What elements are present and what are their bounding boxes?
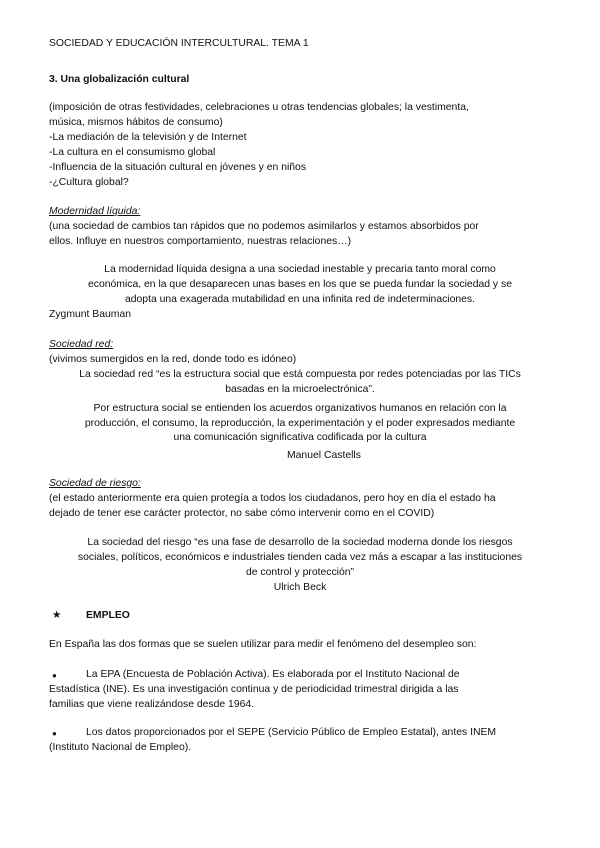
section-intro-line: música, mismos hábitos de consumo) — [49, 117, 223, 128]
subsection-heading: Sociedad red: — [49, 339, 114, 350]
quote-line: económica, en la que desaparecen unas bases en los que se pueda fundar la sociedad y se — [87, 279, 512, 290]
subsection-desc-line: (vivimos sumergidos en la red, donde todo es idóneo) — [49, 354, 297, 365]
quote-line: de control y protección” — [245, 567, 354, 578]
list-item: -Influencia de la situación cultural en jóvenes y en niños — [49, 162, 307, 173]
subsection-heading: Modernidad líquida: — [49, 206, 141, 217]
quote-line: una comunicación significativa codificada por la cultura — [173, 432, 427, 443]
list-item-line: Los datos proporcionados por el SEPE (Servicio Público de Empleo Estatal), antes INEM — [86, 727, 497, 738]
section-heading: EMPLEO — [86, 610, 130, 621]
section-heading: 3. Una globalización cultural — [49, 74, 190, 85]
quote-author: Zygmunt Bauman — [49, 309, 132, 320]
quote-line: sociales, políticos, económicos e industriales tienden cada vez más a escapar a las instituciones — [77, 552, 523, 563]
subsection-desc-line: (una sociedad de cambios tan rápidos que no podemos asimilarlos y estamos absorbidos por — [49, 221, 479, 232]
list-item: -¿Cultura global? — [49, 177, 129, 188]
bullet-icon: ● — [52, 729, 57, 738]
quote-line: adopta una exagerada mutabilidad en una infinita red de indeterminaciones. — [124, 294, 476, 305]
list-item: -La cultura en el consumismo global — [49, 147, 216, 158]
quote-author: Manuel Castells — [287, 450, 361, 461]
bullet-icon: ● — [52, 671, 57, 680]
quote-author: Ulrich Beck — [273, 582, 327, 593]
document-header: SOCIEDAD Y EDUCACIÓN INTERCULTURAL. TEMA 1 — [49, 38, 309, 49]
section-intro-line: (imposición de otras festividades, celebraciones u otras tendencias globales; la vestimenta, — [49, 102, 469, 113]
list-item: -La mediación de la televisión y de Internet — [49, 132, 247, 143]
list-item-line: familias que viene realizándose desde 1964. — [49, 699, 255, 710]
subsection-desc-line: ellos. Influye en nuestros comportamiento, nuestras relaciones…) — [49, 236, 352, 247]
quote-line: La sociedad red “es la estructura social que está compuesta por redes potenciadas por las TICs — [79, 369, 521, 380]
quote-line: La modernidad líquida designa a una sociedad inestable y precaria tanto moral como — [104, 264, 496, 275]
quote-line: basadas en la microelectrónica”. — [225, 384, 375, 395]
quote-line: Por estructura social se entienden los acuerdos organizativos humanos en relación con la — [93, 403, 507, 414]
quote-line: producción, el consumo, la reproducción, la experimentación y el poder expresados mediante — [84, 418, 516, 429]
subsection-desc-line: dejado de tener ese carácter protector, no sabe cómo intervenir como en el COVID) — [49, 508, 435, 519]
subsection-desc-line: (el estado anteriormente era quien protegía a todos los ciudadanos, pero hoy en día el estado ha — [49, 493, 496, 504]
list-item-line: Estadística (INE). Es una investigación continua y de periodicidad trimestral dirigida a las — [49, 684, 459, 695]
quote-line: La sociedad del riesgo “es una fase de desarrollo de la sociedad moderna donde los riesgos — [87, 537, 513, 548]
star-icon: ★ — [52, 610, 62, 621]
list-item-line: La EPA (Encuesta de Población Activa). Es elaborada por el Instituto Nacional de — [86, 669, 460, 680]
section-intro-line: En España las dos formas que se suelen utilizar para medir el fenómeno del desempleo son: — [49, 639, 477, 650]
list-item-line: (Instituto Nacional de Empleo). — [49, 742, 192, 753]
subsection-heading: Sociedad de riesgo: — [49, 478, 141, 489]
